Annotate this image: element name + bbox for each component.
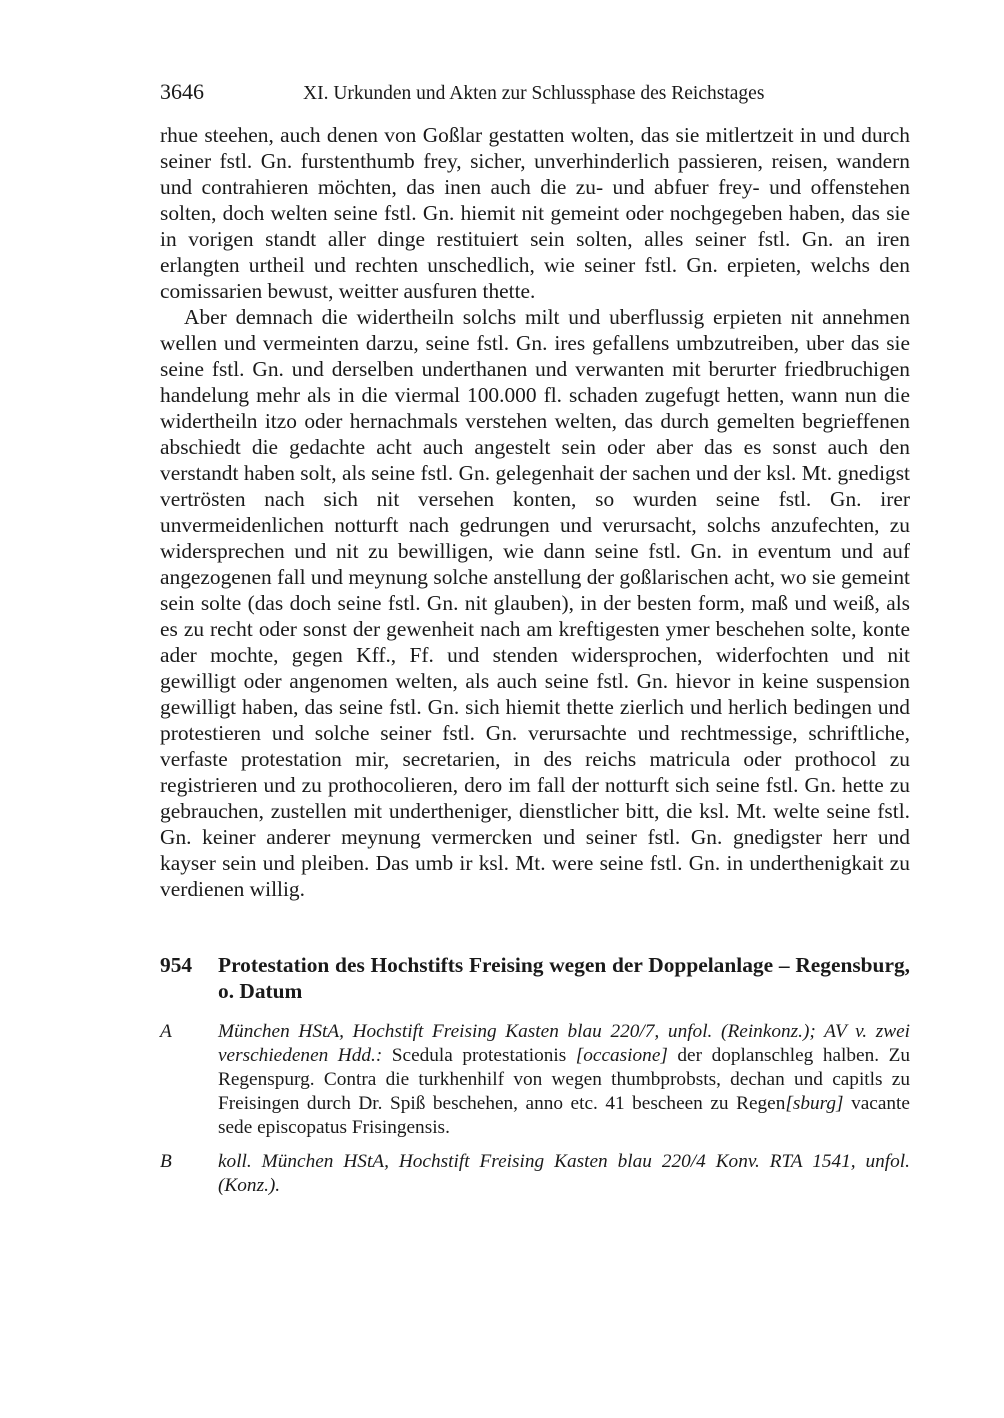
paragraph: rhue steehen, auch denen von Goßlar gestatten wolten, das sie mitlertzeit in und durch seiner fstl. Gn. furstenthumb frey, sicher, unverhinderlich passieren, reisen, wandern und contrahieren möchten, das inen auch die zu- und abfuer frey- und offenstehen solten, doch welten seine fstl. Gn. hiemit nit gemeint oder nochgegeben haben, das sie in vorigen standt aller dinge restituiert sein solten, alles seiner fstl. Gn. an iren erlangten urtheil und rechten unschedlich, wie seiner fstl. Gn. erpieten, welchs den comissarien bewust, weitter ausfuren thette. — [160, 123, 910, 303]
source-siglum: B — [160, 1151, 172, 1172]
source-entry — [160, 1020, 910, 1140]
source-siglum: A — [160, 1021, 172, 1042]
page — [160, 78, 910, 1208]
source-text-part: der doplanschleg halben. Zu Regenspurg. Contra die turkhenhilf von wegen thumbprobsts, dechan und capitls zu Freisingen durch Dr. Spiß beschehen, anno etc. 41 bescheen zu Regen — [218, 1045, 910, 1114]
page-number: 3646 — [160, 79, 204, 104]
document-number: 954 — [160, 953, 193, 977]
paragraph: Aber demnach die widertheiln solchs milt und uberflussig erpieten nit annehmen wellen und vermeinten darzu, seine fstl. Gn. ires gefallens umbzutreiben, uber das sie seine fstl. Gn. und derselben underthanen und verwanten mit berurter friedbruchigen handelung mehr als in die viermal 100.000 fl. schaden zugefugt hetten, wann nun die widertheiln itzo oder hernachmals verstehen welten, das durch gemelten begrieffenen abschiedt die gedachte acht auch angestelt sein oder aber das es sonst auch den verstandt haben solt, als seine fstl. Gn. gelegenhait der sachen und der ksl. Mt. gnedigst vertrösten nach sich nit versehen konten, so wurden seine fstl. Gn. irer unvermeidenlichen notturft nach gedrungen und verursacht, solchs anzufechten, zu widersprechen und nit zu bewilligen, wie dann seine fstl. Gn. in eventum und auf angezogenen fall und meynung solche anstellung der goßlarischen acht, wo sie gemeint sein solte (das doch seine fstl. Gn. nit glauben), in der besten form, maß und weiß, als es zu recht oder sonst der gewenheit nach am kreftigesten ymer beschehen solte, konte ader mochte, gegen Kff., Ff. und stenden widersprochen, widerfochten und nit gewilligt oder angenomen welten, als auch seine fstl. Gn. hievor in keine suspension gewilligt haben, das seine fstl. Gn. sich hiemit thette zierlich und herlich bedingen und protestieren und solche seiner fstl. Gn. verursachte und rechtmessige, schriftliche, verfaste protestation mir, secretarien, in des reichs matricula oder prothocol zu registrieren und zu prothocolieren, dero im fall der notturft sich seine fstl. Gn. hette zu gebrauchen, zustellen mit undertheniger, dienstlicher bitt, die ksl. Mt. welte seine fstl. Gn. keiner anderer meynung vermercken und seiner fstl. Gn. gnedigster herr und kayser sein und pleiben. Das umb ir ksl. Mt. were seine fstl. Gn. in underthenigkait zu verdienen willig. — [160, 305, 910, 901]
body-text — [160, 122, 910, 902]
source-entry — [160, 1150, 910, 1198]
editorial-insertion: [occasione] — [575, 1045, 668, 1066]
source-list — [160, 1020, 910, 1198]
running-head — [160, 78, 910, 108]
source-text-part: Scedula protestationis — [382, 1045, 576, 1066]
editorial-insertion: [sburg] — [785, 1093, 844, 1114]
document-heading — [160, 952, 910, 1004]
source-description — [218, 1020, 910, 1140]
source-text-part: vacante sede episcopatus Frisingensis. — [218, 1093, 910, 1138]
source-archive-reference: koll. München HStA, Hochstift Freising Kasten blau 220/4 Konv. RTA 1541, unfol. (Konz.). — [218, 1151, 910, 1196]
source-archive-reference: München HStA, Hochstift Freising Kasten blau 220/7, unfol. (Reinkonz.); AV v. zwei verschiedenen Hdd.: — [218, 1021, 910, 1066]
running-head-title: XI. Urkunden und Akten zur Schlussphase des Reichstages — [303, 83, 765, 104]
document-title: Protestation des Hochstifts Freising wegen der Doppelanlage – Regensburg, o. Datum — [218, 953, 910, 1003]
